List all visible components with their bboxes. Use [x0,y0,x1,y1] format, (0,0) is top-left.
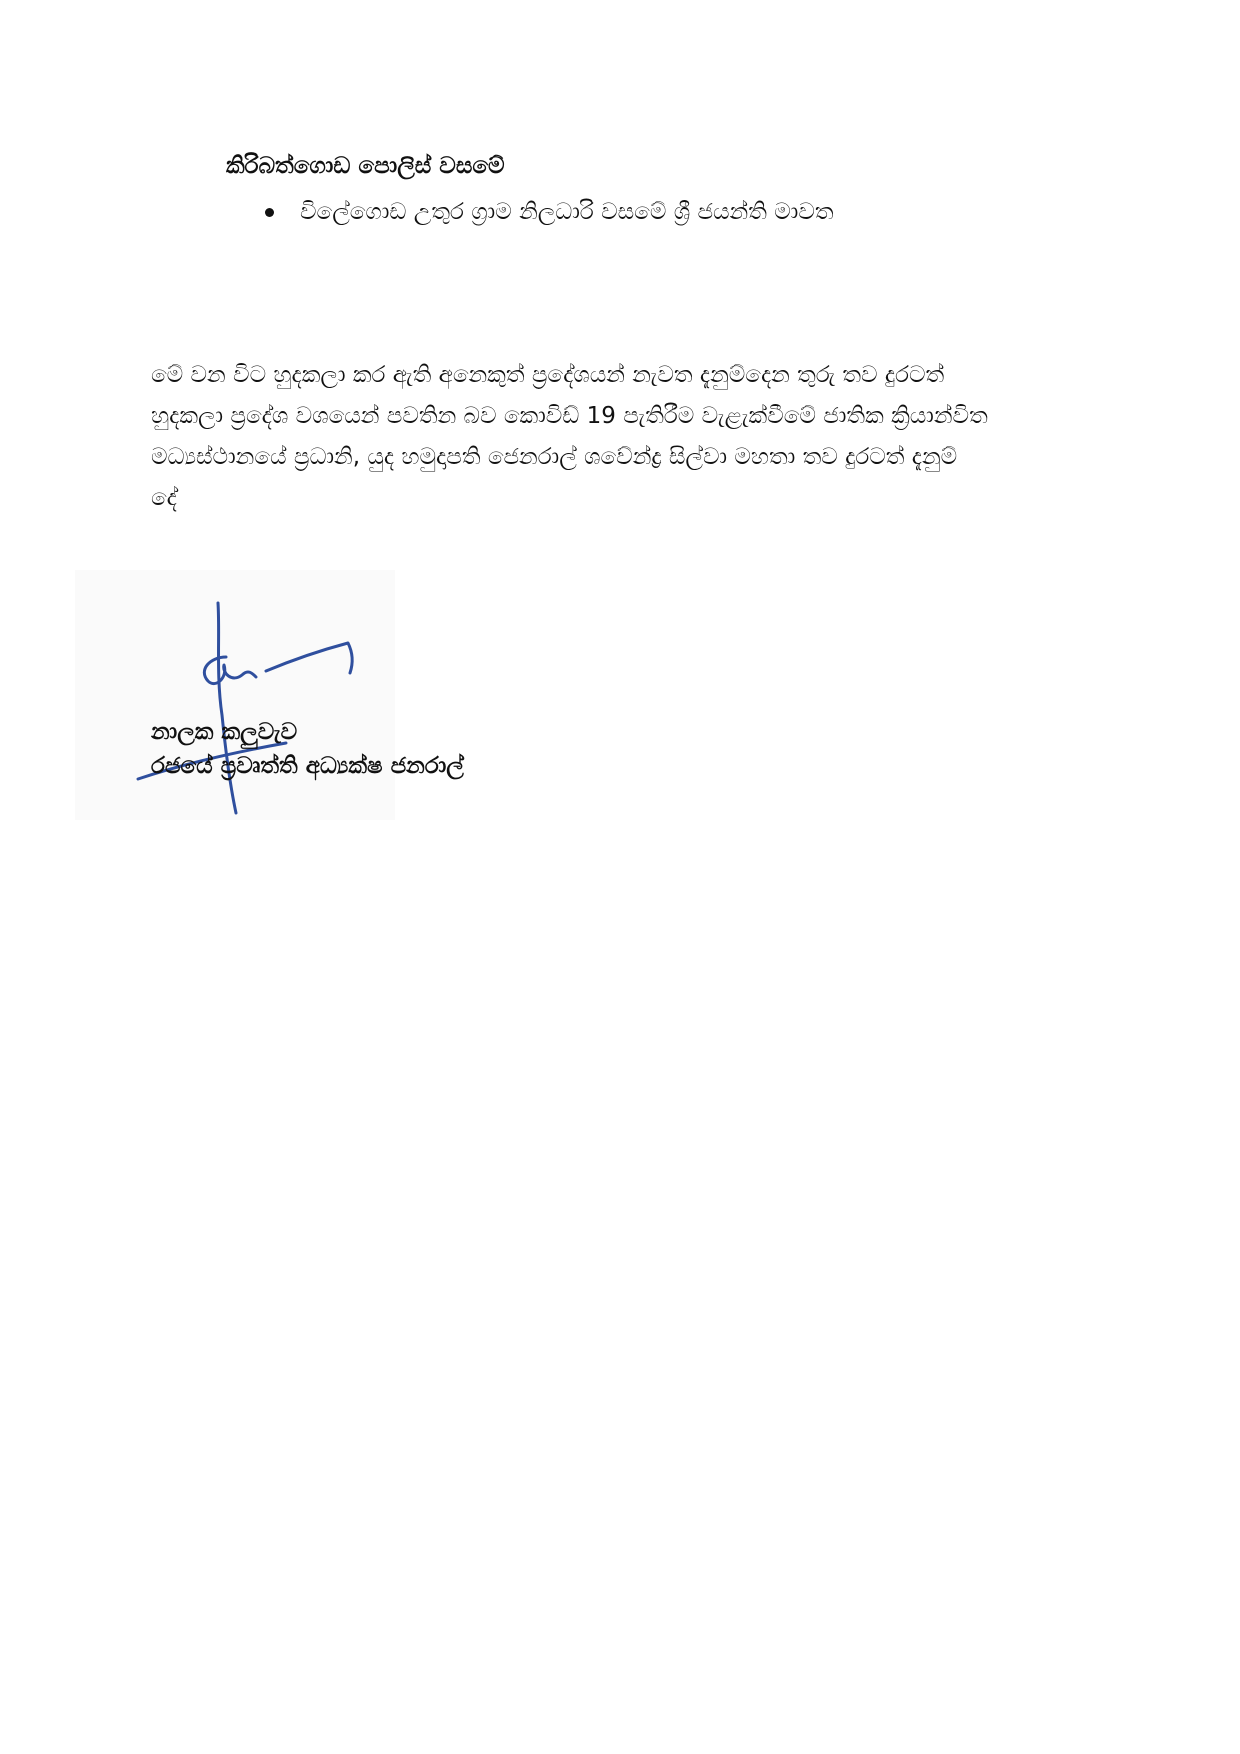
list-item [260,194,834,230]
paragraph-line: දේ [151,485,177,511]
list-item-text: විලේගොඩ උතුර ග්‍රාම නිලධාරි වසමේ ශ්‍රී ජයන්ති මාවත [300,199,834,225]
paragraph-line: මේ වන විට හුදකලා කර ඇති අනෙකුත් ප්‍රදේශයන් නැවත දැනුම්දෙන තුරු තව දුරටත් [151,362,945,388]
bullet-dot-icon [265,208,274,217]
signer-name: නාලක කලුවැව [151,719,298,745]
handwritten-signature-icon [70,565,400,825]
signature-block [70,565,400,825]
paragraph-line: හුදකලා ප්‍රදේශ වශයෙන් පවතින බව කොවිඩ් 19 පැතිරීම වැළැක්වීමේ ජාතික ක්‍රියාන්විත [151,403,988,429]
bullet-list [260,194,834,230]
body-paragraph [151,355,1111,519]
section-heading: කිරිබත්ගොඩ පොලිස් වසමේ [226,153,505,179]
paragraph-line: මධ්‍යස්ථානයේ ප්‍රධානි, යුද හමුදාපති ජෙනරාල් ශවේන්ද්‍ර සිල්වා මහතා තව දුරටත් දැනුම් [151,444,958,470]
signer-title: රජයේ ප්‍රවෘත්ති අධ්‍යක්ෂ ජනරාල් [151,753,464,779]
